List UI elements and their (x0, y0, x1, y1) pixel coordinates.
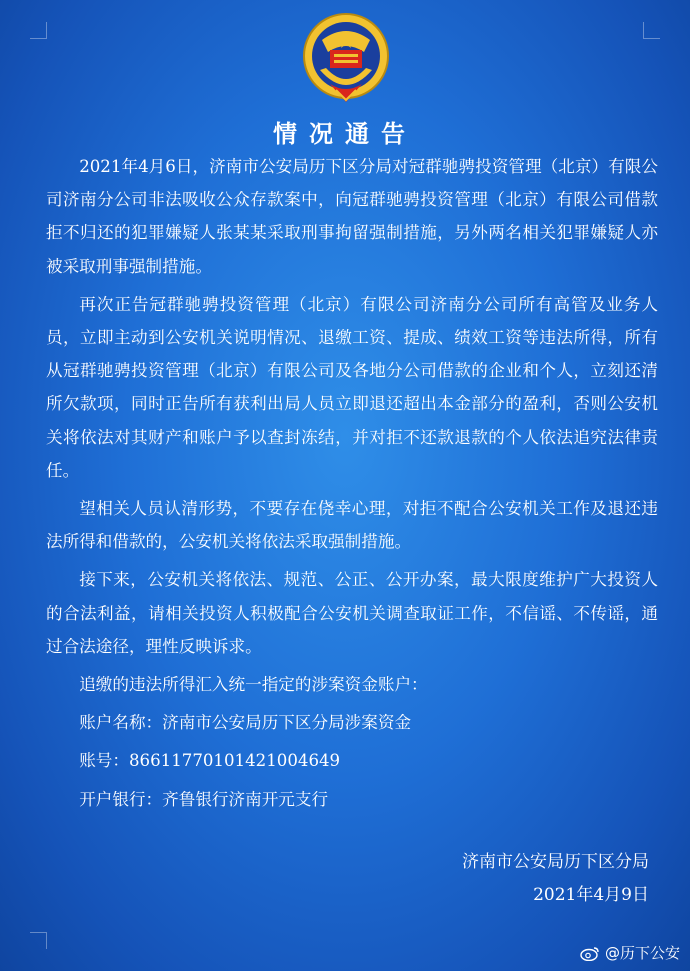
paragraph-3: 望相关人员认清形势，不要存在侥幸心理，对拒不配合公安机关工作及退还违法所得和借款的，公安机关将依法采取强制措施。 (46, 499, 658, 552)
weibo-icon (580, 945, 600, 961)
crop-mark-bottom-left (30, 932, 47, 949)
account-number: 账号：8661177010142100464​9 (79, 751, 341, 771)
police-emblem-icon (300, 10, 392, 106)
crop-mark-top-left (30, 22, 47, 39)
notice-body (46, 150, 658, 821)
crop-mark-top-right (643, 22, 660, 39)
signature-block (462, 846, 649, 912)
signature-org: 济南市公安局历下区分局 (462, 852, 649, 872)
paragraph-1: 2021年4月6日，济南市公安局历下区分局对冠群驰骋投资管理（北京）有限公司济南分公司非法吸收公众存款案中，向冠群驰骋投资管理（北京）有限公司借款拒不归还的犯罪嫌疑人张某某采取刑事拘留强制措施，另外两名相关犯罪嫌疑人亦被采取刑事强制措施。 (46, 157, 658, 276)
bank-name: 开户银行：齐鲁银行济南开元支行 (79, 789, 329, 809)
account-name: 账户名称：济南市公安局历下区分局涉案资金 (79, 713, 412, 733)
notice-title: 情况通告 (273, 119, 417, 148)
weibo-handle: @历下公安 (604, 944, 680, 962)
signature-date: 2021年4月9日 (533, 885, 649, 905)
account-intro: 追缴的违法所得汇入统一指定的涉案资金账户： (79, 675, 428, 695)
paragraph-2: 再次正告冠群驰骋投资管理（北京）有限公司济南分公司所有高管及业务人员，立即主动到公安机关说明情况、退缴工资、提成、绩效工资等违法所得，所有从冠群驰骋投资管理（北京）有限公司及各地分公司借款的企业和个人，立刻还清所欠款项，同时正告所有获利出局人员立即退还超出本金部分的盈利，否则公安机关将依法对其财产和账户予以查封冻结，并对拒不还款退款的个人依法追究法律责任。 (46, 294, 658, 480)
paragraph-4: 接下来，公安机关将依法、规范、公正、公开办案，最大限度维护广大投资人的合法利益，请相关投资人积极配合公安机关调查取证工作，不信谣、不传谣，通过合法途径，理性反映诉求。 (46, 570, 658, 656)
weibo-watermark (580, 942, 680, 963)
